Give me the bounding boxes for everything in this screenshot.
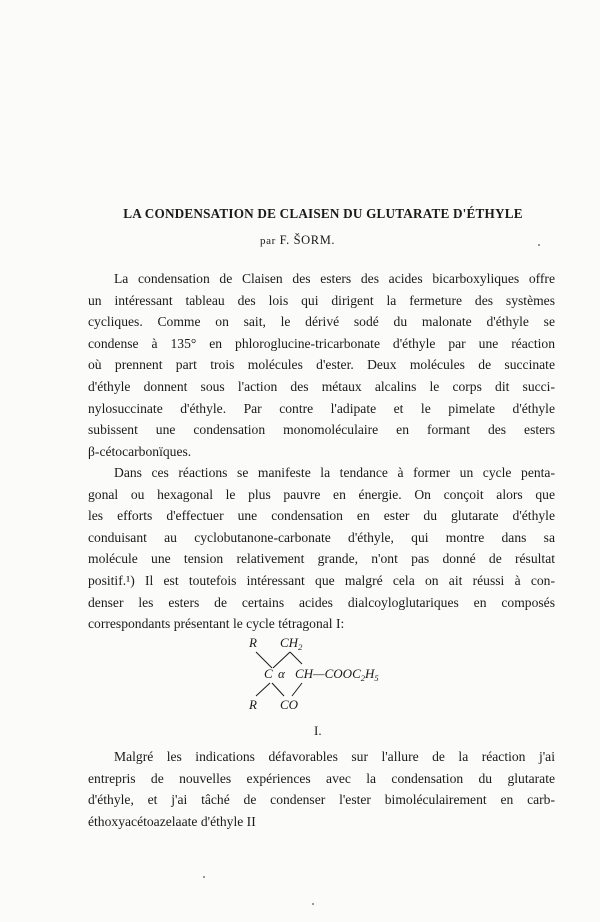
formula-r-bottom: R bbox=[249, 697, 257, 712]
text-line: où prennent part trois molécules d'ester. Deux molécules de succinate bbox=[88, 357, 555, 373]
text-line: gonal ou hexagonal le plus pauvre en énergie. On conçoit alors que bbox=[88, 486, 555, 502]
text-line: denser les esters de certains acides dialcoyloglutariques en composés bbox=[88, 594, 555, 610]
bond-line bbox=[292, 683, 302, 696]
article-title: LA CONDENSATION DE CLAISEN DU GLUTARATE D'ÉTHYLE bbox=[123, 206, 523, 221]
author-prefix: par bbox=[260, 235, 276, 247]
text-line: Malgré les indications défavorables sur l'allure de la réaction j'ai bbox=[114, 749, 555, 764]
text-line: nylosuccinate d'éthyle. Par contre l'adipate et le pimelate d'éthyle bbox=[88, 400, 555, 416]
text-line: correspondants présentant le cycle tétragonal I: bbox=[88, 616, 345, 632]
formula-ch2: $CH_2$ bbox=[280, 635, 303, 652]
paragraph-2 bbox=[88, 462, 555, 635]
text-line: La condensation de Claisen des esters des acides bicarboxyliques offre bbox=[114, 271, 555, 286]
text-line: d'éthyle, et j'ai tâché de condenser l'ester bimoléculairement en carb- bbox=[88, 792, 555, 808]
bond-line bbox=[256, 683, 270, 696]
formula-r-top: R bbox=[249, 635, 257, 650]
text-line: les efforts d'effectuer une condensation en ester du glutarate d'éthyle bbox=[88, 508, 555, 524]
text-line: cycliques. Comme on sait, le dérivé sodé du malonate d'éthyle se bbox=[88, 314, 555, 330]
paragraph-1 bbox=[88, 268, 555, 462]
text-line: Dans ces réactions se manifeste la tendance à former un cycle penta- bbox=[114, 465, 555, 480]
text-line: subissent une condensation monomoléculaire en formant des esters bbox=[88, 422, 555, 438]
text-line: condense à 135° en phloroglucine-tricarbonate d'éthyle par une réaction bbox=[88, 335, 555, 351]
paragraph-3 bbox=[88, 746, 555, 832]
bond-line bbox=[290, 652, 302, 664]
text-line: positif.¹) Il est toutefois intéressant que malgré cela on ait réussi à con- bbox=[88, 572, 555, 588]
text-line: entrepris de nouvelles expériences avec la condensation du glutarate bbox=[88, 770, 555, 786]
text-line: d'éthyle donnent sous l'action des métaux alcalins le corps dit succi- bbox=[88, 378, 555, 394]
text-line: molécule une tension relativement grande, n'ont pas donné de résultat bbox=[88, 551, 555, 567]
scan-speck bbox=[312, 903, 314, 905]
author-name: F. ŠORM. bbox=[279, 233, 336, 247]
formula-label: I. bbox=[314, 723, 322, 738]
structural-formula bbox=[240, 632, 440, 742]
text-line: un intéressant tableau des lois qui dirigent la fermeture des systèmes bbox=[88, 292, 555, 308]
author-line bbox=[260, 233, 335, 248]
formula-co: CO bbox=[280, 697, 299, 712]
text-line: conduisant au cyclobutanone-carbonate d'éthyle, qui montre dans sa bbox=[88, 529, 555, 545]
formula-chain: $CH—COOC_2H_5$ bbox=[295, 666, 379, 683]
formula-drawing bbox=[240, 632, 440, 722]
scan-speck bbox=[203, 876, 205, 878]
text-line: éthoxyacétoazelaate d'éthyle II bbox=[88, 813, 256, 829]
scan-speck bbox=[538, 244, 540, 246]
bond-line bbox=[272, 683, 284, 696]
text-line: β-cétocarbonïques. bbox=[88, 443, 192, 459]
formula-alpha: α bbox=[278, 666, 285, 681]
formula-c: C bbox=[264, 666, 273, 681]
